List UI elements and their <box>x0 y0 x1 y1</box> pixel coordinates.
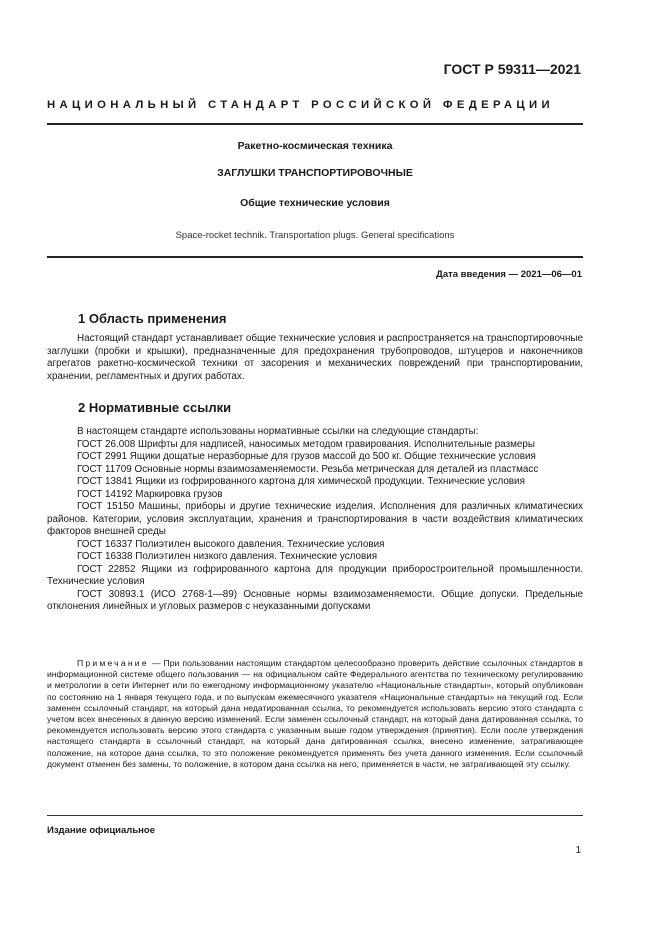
section-2-heading: 2 Нормативные ссылки <box>78 400 232 415</box>
title-english: Space-rocket technik. Transportation plugs. General specifications <box>175 230 455 241</box>
edition-label: Издание официальное <box>47 825 155 836</box>
reference-item: ГОСТ 16337 Полиэтилен высокого давления. Технические условия <box>77 538 385 550</box>
footer-rule <box>47 815 583 816</box>
note-paragraph <box>47 658 583 770</box>
title-bottom-rule <box>47 256 583 258</box>
reference-item: ГОСТ 13841 Ящики из гофрированного картона для химической продукции. Технические условия <box>77 476 525 487</box>
title-field: Ракетно-космическая техника <box>237 140 393 152</box>
scope-paragraph: Настоящий стандарт устанавливает общие технические условия и распространяется на транспортировочные заглушки (пробки и крышки), предназначенные для предохранения трубопроводов, штуцеров и наконечников агрегатов ракетно-космической техники от засорения и механических повреждений при транспортировании, хранении, регламентных и других работах. <box>47 333 583 382</box>
reference-item: ГОСТ 11709 Основные нормы взаимозаменяемости. Резьба метрическая для деталей из пластмасс <box>77 463 539 475</box>
section-2-body <box>47 426 583 614</box>
reference-item: ГОСТ 30893.1 (ИСО 2768-1—89) Основные нормы взаимозаменяемости. Общие допуски. Предельные отклонения линейных и угловых размеров с неуказанными допусками <box>47 588 583 612</box>
note-label: Примечание <box>77 658 149 668</box>
section-1-body <box>47 333 583 383</box>
reference-item: ГОСТ 2991 Ящики дощатые неразборные для грузов массой до 500 кг. Общие технические условия <box>77 451 536 462</box>
references-intro: В настоящем стандарте использованы нормативные ссылки на следующие стандарты: <box>77 426 479 437</box>
page-number: 1 <box>575 845 581 856</box>
introduction-date: Дата введения — 2021—06—01 <box>436 269 582 280</box>
reference-item: ГОСТ 15150 Машины, приборы и другие технические изделия. Исполнения для различных климатических районов. Категории, условия эксплуатации, хранения и транспортирования в части воздействия климатических факторов внешней среды <box>47 501 583 537</box>
note-text: — При пользовании настоящим стандартом целесообразно проверить действие ссылочных стандартов в информационной системе общего пользования — на официальном сайте Федерального агентства по техническому регулированию и метрологии в сети Интернет или по ежегодному информационному указателю «Национальные стандарты», который опубликован по состоянию на 1 января текущего года, и по выпускам ежемесячного указателя «Национальные стандарты» на текущий год. Если заменен ссылочный стандарт, на который дана недатированная ссылка, то рекомендуется использовать версию этого стандарта с учетом всех внесенных в данную версию изменений. Если заменен ссылочный стандарт, на который дана датированная ссылка, то рекомендуется использовать версию этого стандарта с указанным выше годом утверждения (принятия). Если после утверждения настоящего стандарта в ссылочный стандарт, на который дана датированная ссылка, внесено изменение, затрагивающее положение, на которое дана ссылка, то это положение рекомендуется применять без учета данного изменения. Если ссылочный документ отменен без замены, то положение, в котором дана ссылка на него, применяется в части, не затрагивающей эту ссылку. <box>47 658 583 769</box>
document-number: ГОСТ Р 59311—2021 <box>443 61 581 77</box>
reference-item: ГОСТ 26.008 Шрифты для надписей, наносимых методом гравирования. Исполнительные размеры <box>77 438 535 450</box>
reference-item: ГОСТ 22852 Ящики из гофрированного картона для продукции приборостроительной промышленности. Технические условия <box>47 563 583 587</box>
reference-item: ГОСТ 16338 Полиэтилен низкого давления. Технические условия <box>77 551 378 562</box>
reference-item: ГОСТ 14192 Маркировка грузов <box>77 488 223 500</box>
section-1-heading: 1 Область применения <box>78 311 227 326</box>
top-rule <box>47 123 583 125</box>
title-subtitle: Общие технические условия <box>240 197 390 209</box>
national-standard-banner: НАЦИОНАЛЬНЫЙ СТАНДАРТ РОССИЙСКОЙ ФЕДЕРАЦИИ <box>47 99 554 111</box>
title-name: ЗАГЛУШКИ ТРАНСПОРТИРОВОЧНЫЕ <box>217 167 413 179</box>
